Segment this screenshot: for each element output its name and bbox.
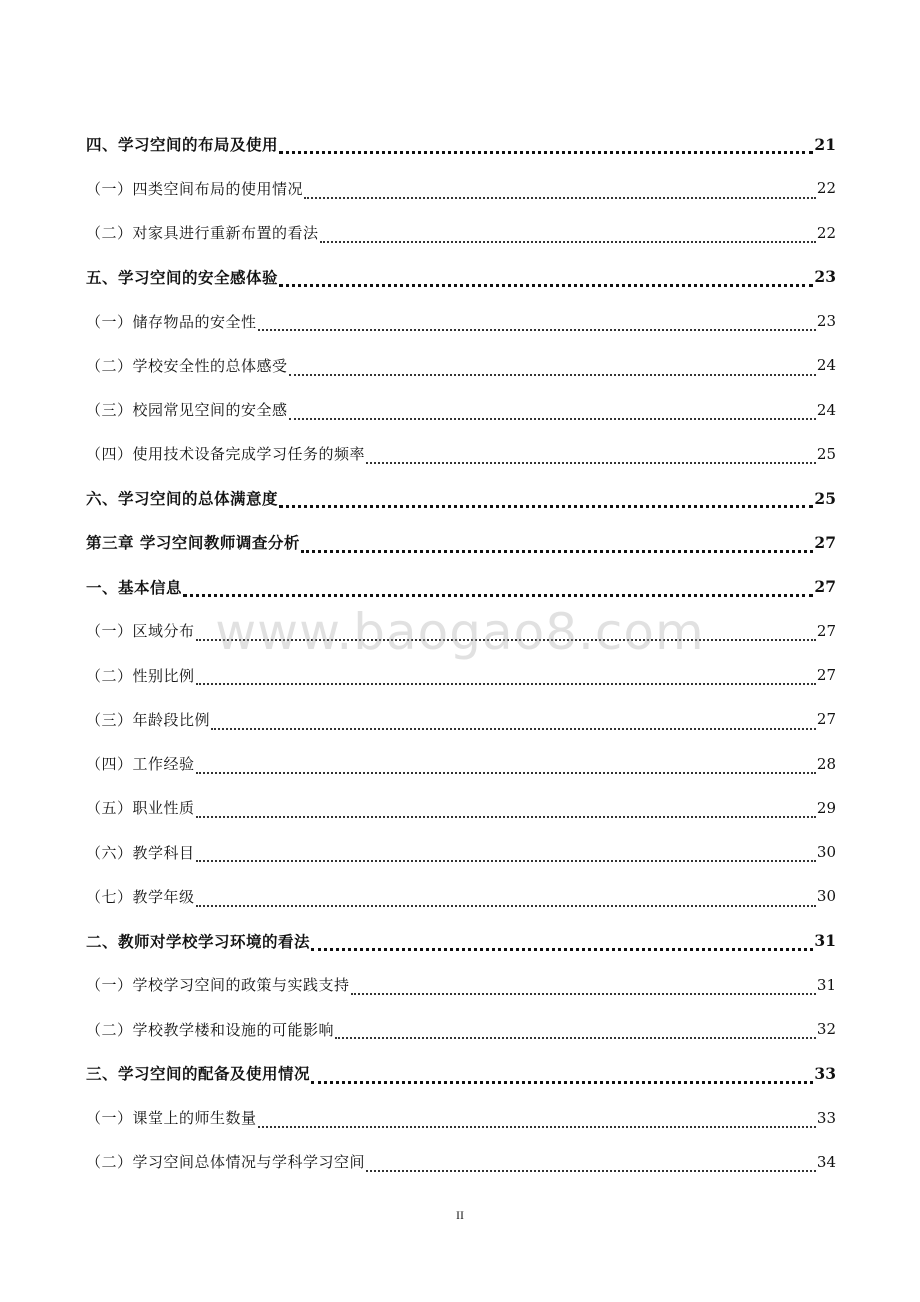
toc-dot-leader <box>279 151 813 154</box>
toc-entry-page-number: 31 <box>816 975 836 994</box>
toc-subentry[interactable] <box>86 742 836 786</box>
toc-subentry[interactable] <box>86 1007 836 1051</box>
toc-dot-leader <box>351 993 816 995</box>
toc-entry-label: （二）学校安全性的总体感受 <box>86 356 288 375</box>
toc-entry-label: 一、基本信息 <box>86 577 183 597</box>
toc-dot-leader <box>366 462 816 464</box>
toc-subentry[interactable] <box>86 1140 836 1184</box>
toc-dot-leader <box>196 860 816 862</box>
toc-entry-label: （二）学校教学楼和设施的可能影响 <box>86 1020 335 1039</box>
toc-entry-label: （三）校园常见空间的安全感 <box>86 401 288 420</box>
toc-dot-leader <box>258 329 816 331</box>
toc-entry-page-number: 22 <box>816 223 836 242</box>
toc-entry-page-number: 28 <box>816 754 836 773</box>
toc-entry-label: 第三章 学习空间教师调查分析 <box>86 533 300 553</box>
toc-entry-page-number: 25 <box>814 488 836 508</box>
toc-dot-leader <box>279 284 813 287</box>
toc-entry-page-number: 22 <box>816 179 836 198</box>
toc-entry-label: （二）性别比例 <box>86 666 195 685</box>
toc-entry-label: 三、学习空间的配备及使用情况 <box>86 1064 311 1084</box>
toc-entry-label: （一）区域分布 <box>86 622 195 641</box>
toc-dot-leader <box>320 241 816 243</box>
toc-dot-leader <box>301 550 814 553</box>
toc-subentry[interactable] <box>86 1096 836 1140</box>
toc-subentry[interactable] <box>86 166 836 210</box>
toc-entry-page-number: 31 <box>814 931 836 951</box>
toc-entry-label: （二）学习空间总体情况与学科学习空间 <box>86 1153 366 1172</box>
toc-subentry[interactable] <box>86 830 836 874</box>
toc-entry-page-number: 27 <box>816 621 836 640</box>
toc-entry-page-number: 30 <box>816 887 836 906</box>
toc-entry-label: 六、学习空间的总体满意度 <box>86 489 279 509</box>
toc-subentry[interactable] <box>86 432 836 476</box>
toc-dot-leader <box>289 374 816 376</box>
toc-entry-page-number: 32 <box>816 1020 836 1039</box>
toc-dot-leader <box>258 1126 816 1128</box>
toc-entry-page-number: 33 <box>814 1063 836 1083</box>
toc-entry-label: （二）对家具进行重新布置的看法 <box>86 224 319 243</box>
toc-dot-leader <box>279 505 813 508</box>
page-number: II <box>456 1208 464 1222</box>
toc-entry-page-number: 33 <box>816 1108 836 1127</box>
toc-subentry[interactable] <box>86 697 836 741</box>
toc-heading-entry[interactable] <box>86 255 836 299</box>
toc-heading-entry[interactable] <box>86 520 836 564</box>
toc-dot-leader <box>335 1037 816 1039</box>
toc-subentry[interactable] <box>86 963 836 1007</box>
toc-heading-entry[interactable] <box>86 122 836 166</box>
toc-entry-label: （五）职业性质 <box>86 799 195 818</box>
toc-heading-entry[interactable] <box>86 476 836 520</box>
toc-entry-page-number: 23 <box>814 267 836 287</box>
toc-entry-label: （一）学校学习空间的政策与实践支持 <box>86 976 350 995</box>
toc-entry-page-number: 27 <box>814 532 836 552</box>
toc-entry-label: （一）四类空间布局的使用情况 <box>86 179 304 198</box>
toc-entry-page-number: 30 <box>816 843 836 862</box>
toc-dot-leader <box>366 1170 816 1172</box>
toc-heading-entry[interactable] <box>86 919 836 963</box>
toc-subentry[interactable] <box>86 343 836 387</box>
toc-entry-label: 二、教师对学校学习环境的看法 <box>86 931 311 951</box>
watermark: www.baogao8.com <box>215 603 705 661</box>
toc-dot-leader <box>183 594 813 597</box>
toc-entry-page-number: 27 <box>816 666 836 685</box>
toc-entry-page-number: 34 <box>816 1152 836 1171</box>
toc-entry-label: （四）工作经验 <box>86 755 195 774</box>
toc-entry-page-number: 24 <box>816 400 836 419</box>
toc-subentry[interactable] <box>86 653 836 697</box>
toc-subentry[interactable] <box>86 609 836 653</box>
toc-dot-leader <box>211 728 816 730</box>
toc-entry-label: 五、学习空间的安全感体验 <box>86 267 279 287</box>
toc-subentry[interactable] <box>86 388 836 432</box>
toc-entry-page-number: 27 <box>816 710 836 729</box>
toc-entry-label: （七）教学年级 <box>86 887 195 906</box>
toc-subentry[interactable] <box>86 299 836 343</box>
toc-entry-page-number: 25 <box>816 444 836 463</box>
toc-dot-leader <box>196 772 816 774</box>
toc-dot-leader <box>289 418 816 420</box>
toc-entry-page-number: 29 <box>816 798 836 817</box>
toc-entry-label: （三）年龄段比例 <box>86 710 211 729</box>
toc-subentry[interactable] <box>86 211 836 255</box>
toc-entry-label: （四）使用技术设备完成学习任务的频率 <box>86 445 366 464</box>
toc-subentry[interactable] <box>86 874 836 918</box>
toc-dot-leader <box>304 197 816 199</box>
toc-dot-leader <box>311 1081 813 1084</box>
toc-entry-page-number: 27 <box>814 577 836 597</box>
toc-subentry[interactable] <box>86 786 836 830</box>
toc-heading-entry[interactable] <box>86 565 836 609</box>
table-of-contents <box>86 122 836 1184</box>
toc-dot-leader <box>196 683 816 685</box>
toc-entry-label: （一）储存物品的安全性 <box>86 312 257 331</box>
toc-entry-label: 四、学习空间的布局及使用 <box>86 135 279 155</box>
toc-dot-leader <box>196 639 816 641</box>
toc-entry-page-number: 24 <box>816 356 836 375</box>
toc-entry-page-number: 21 <box>814 134 836 154</box>
toc-dot-leader <box>196 816 816 818</box>
toc-dot-leader <box>196 905 816 907</box>
toc-entry-label: （一）课堂上的师生数量 <box>86 1109 257 1128</box>
toc-heading-entry[interactable] <box>86 1051 836 1095</box>
toc-entry-label: （六）教学科目 <box>86 843 195 862</box>
toc-entry-page-number: 23 <box>816 312 836 331</box>
toc-dot-leader <box>311 948 813 951</box>
